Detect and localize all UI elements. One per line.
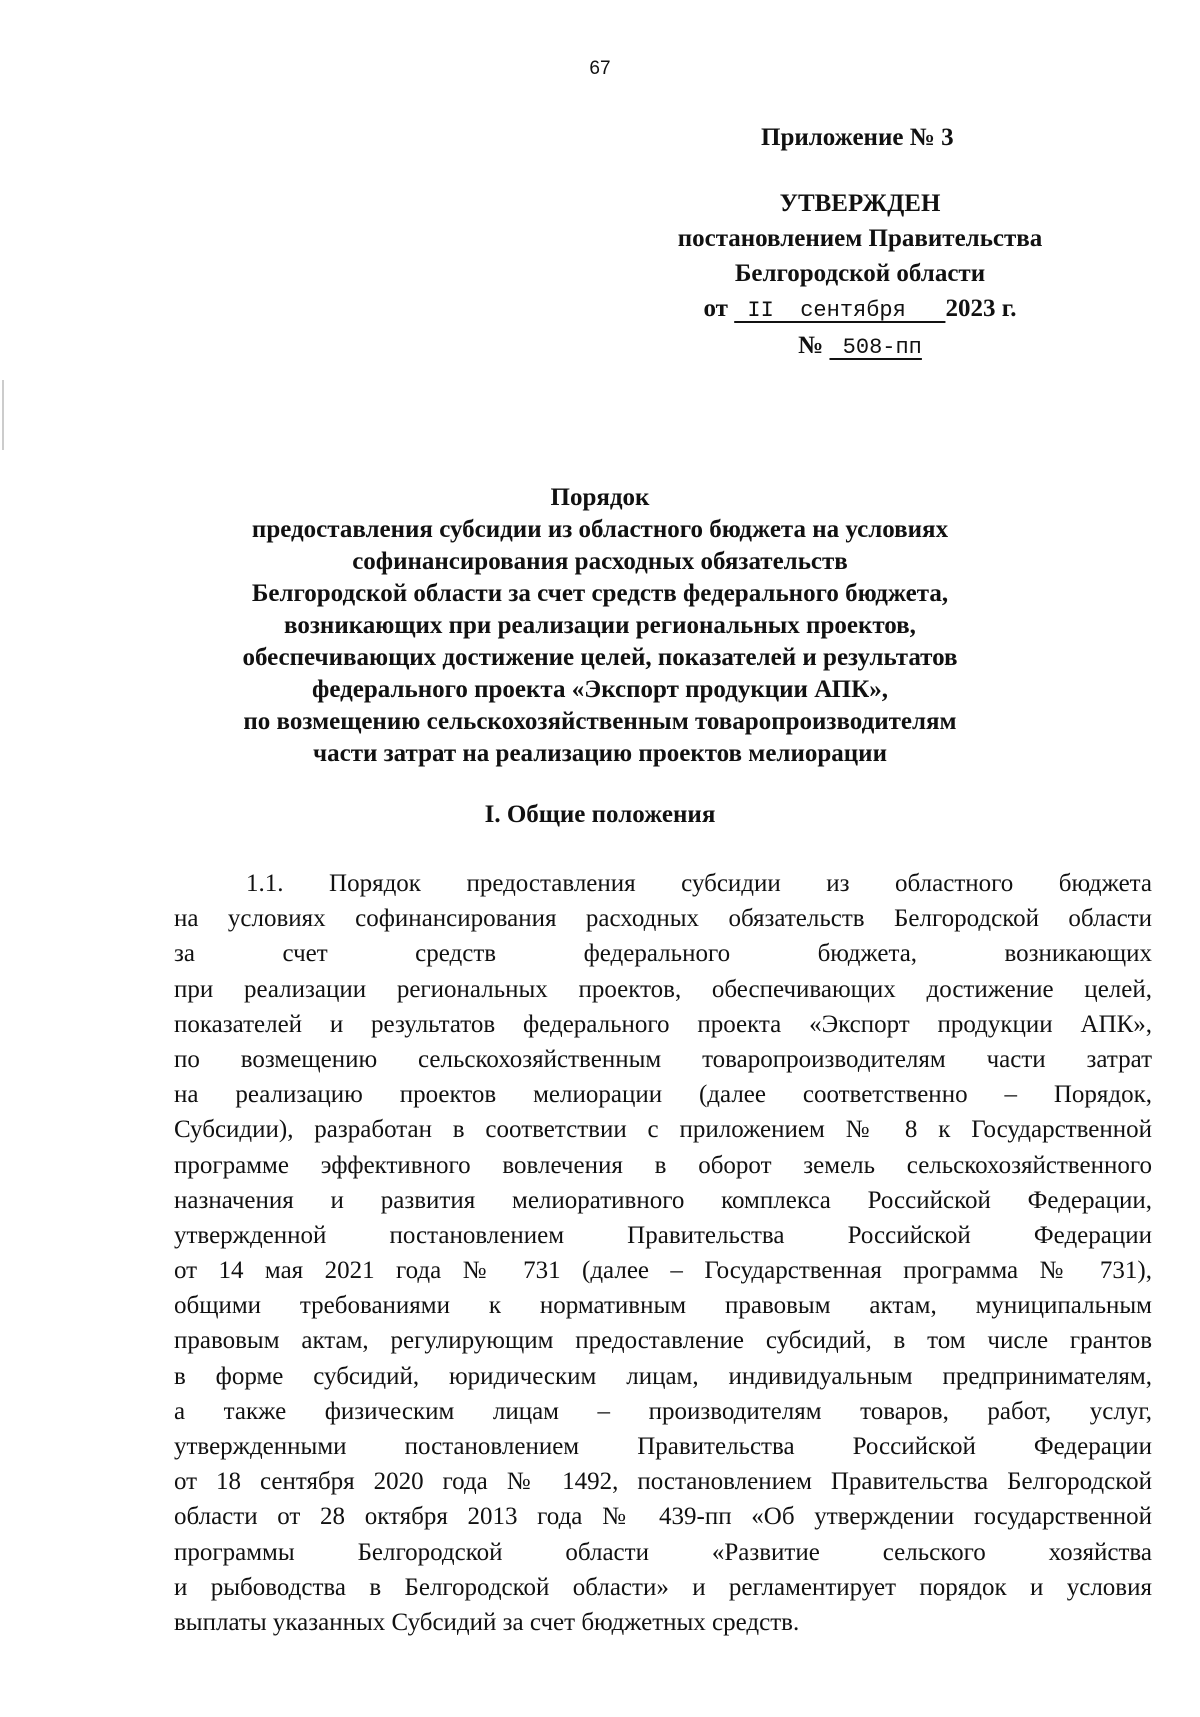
date-prefix: от — [703, 295, 728, 322]
paragraph-line: утвержденными постановлением Правительства Российской Федерации — [174, 1433, 1152, 1460]
paragraph-1-1 — [174, 866, 1152, 1640]
paragraph-line: при реализации региональных проектов, обеспечивающих достижение целей, — [174, 975, 1152, 1003]
approval-block — [640, 186, 1080, 365]
date-handwritten: II сентября — [734, 298, 946, 323]
paragraph-line: правовым актам, регулирующим предоставление субсидий, в том числе грантов — [174, 1327, 1152, 1355]
number-value: 508-пп — [829, 335, 922, 360]
number-prefix: № — [798, 332, 824, 359]
paragraph-line: а также физическим лицам – производителям товаров, работ, услуг, — [174, 1397, 1152, 1425]
document-title — [200, 482, 1000, 770]
title-line: обеспечивающих достижение целей, показателей и результатов — [242, 644, 958, 671]
approval-date-line — [640, 291, 1080, 328]
paragraph-line: в форме субсидий, юридическим лицам, индивидуальным предпринимателям, — [174, 1362, 1152, 1390]
paragraph-line: на условиях софинансирования расходных обязательств Белгородской области — [174, 905, 1152, 933]
paragraph-line: за счет средств федерального бюджета, возникающих — [174, 940, 1152, 968]
section-heading: I. Общие положения — [484, 801, 716, 828]
paragraph-line: области от 28 октября 2013 года № 439-пп «Об утверждении государственной — [174, 1503, 1152, 1531]
title-line: части затрат на реализацию проектов мелиорации — [313, 740, 887, 767]
page-number: 67 — [589, 58, 611, 79]
title-line: предоставления субсидии из областного бюджета на условиях — [251, 516, 949, 543]
paragraph-line: и рыбоводства в Белгородской области» и регламентирует порядок и условия — [174, 1573, 1152, 1601]
paragraph-line: утвержденной постановлением Правительства Российской Федерации — [174, 1221, 1152, 1249]
title-line: Порядок — [550, 484, 650, 511]
date-year: 2023 г. — [945, 295, 1017, 322]
title-line: Белгородской области за счет средств федерального бюджета, — [251, 580, 949, 607]
approval-by-line: постановлением Правительства — [677, 225, 1043, 252]
paragraph-line: по возмещению сельскохозяйственным товаропроизводителям части затрат — [174, 1045, 1152, 1073]
approval-region: Белгородской области — [734, 260, 986, 287]
title-line: софинансирования расходных обязательств — [352, 548, 848, 575]
approval-number-line — [640, 328, 1080, 365]
paragraph-line: от 18 сентября 2020 года № 1492, постановлением Правительства Белгородской — [174, 1468, 1152, 1496]
paragraph-line: общими требованиями к нормативным правовым актам, муниципальным — [174, 1292, 1152, 1320]
paragraph-line: от 14 мая 2021 года № 731 (далее – Государственная программа № 731), — [174, 1257, 1152, 1285]
paragraph-line: 1.1. Порядок предоставления субсидии из областного бюджета — [246, 870, 1152, 897]
title-line: федерального проекта «Экспорт продукции АПК», — [312, 676, 888, 703]
paragraph-line: программе эффективного вовлечения в оборот земель сельскохозяйственного — [174, 1151, 1152, 1179]
paragraph-line: на реализацию проектов мелиорации (далее соответственно – Порядок, — [174, 1081, 1152, 1109]
paragraph-line: программы Белгородской области «Развитие сельского хозяйства — [174, 1538, 1152, 1566]
paragraph-line: выплаты указанных Субсидий за счет бюджетных средств. — [174, 1608, 800, 1636]
scan-edge-mark — [2, 380, 4, 450]
paragraph-line: назначения и развития мелиоративного комплекса Российской Федерации, — [174, 1186, 1152, 1214]
approval-heading: УТВЕРЖДЕН — [779, 190, 941, 217]
paragraph-line: Субсидии), разработан в соответствии с приложением № 8 к Государственной — [174, 1116, 1152, 1144]
title-line: возникающих при реализации региональных проектов, — [284, 612, 916, 639]
appendix-label: Приложение № 3 — [761, 124, 954, 151]
paragraph-line: показателей и результатов федерального проекта «Экспорт продукции АПК», — [174, 1010, 1152, 1038]
title-line: по возмещению сельскохозяйственным товаропроизводителям — [243, 708, 957, 735]
